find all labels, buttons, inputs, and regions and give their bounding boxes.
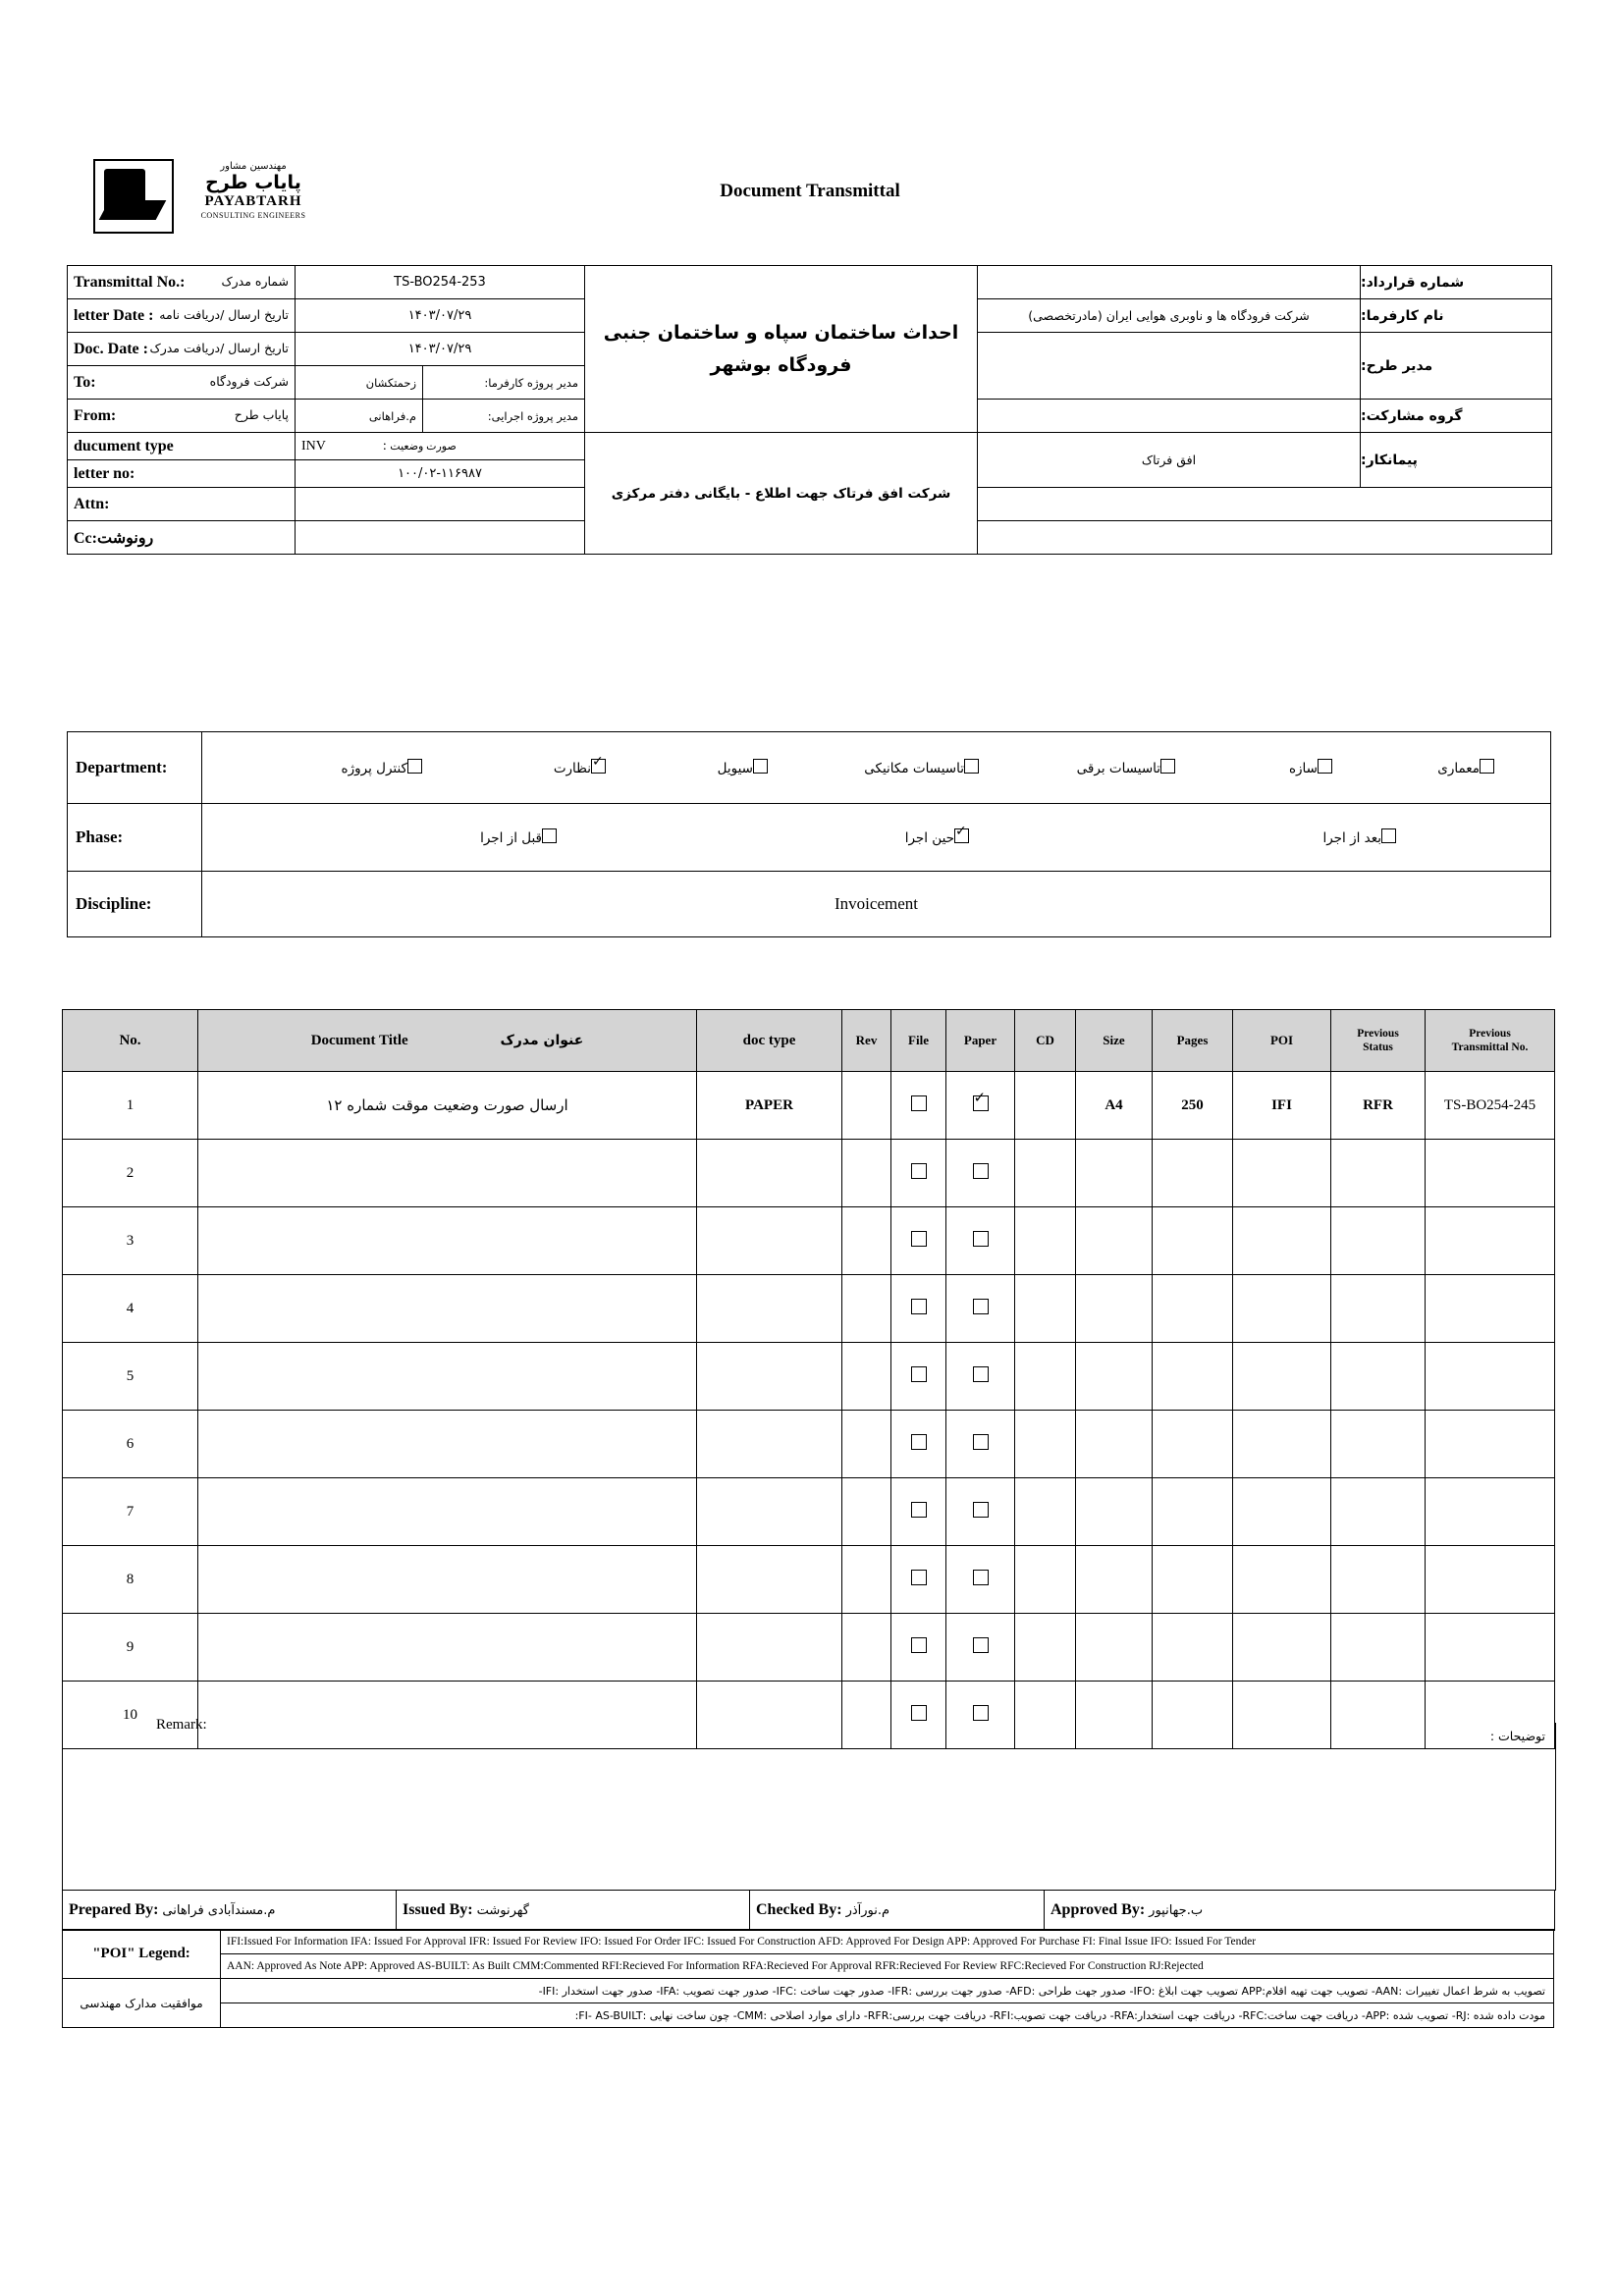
cell-rev — [842, 1275, 891, 1343]
cell-rev — [842, 1207, 891, 1275]
label-cc-text: Cc:رونوشت — [74, 529, 154, 547]
phase-label-during: حین اجرا — [904, 830, 954, 846]
cell-rev — [842, 1411, 891, 1478]
cell-previous-status — [1331, 1140, 1426, 1207]
cell-size — [1076, 1207, 1153, 1275]
cell-file[interactable] — [891, 1478, 946, 1546]
cell-doc-type — [697, 1614, 842, 1682]
checkbox-paper[interactable] — [973, 1434, 989, 1450]
cell-cd — [1015, 1546, 1076, 1614]
checkbox-phase-after[interactable] — [1381, 828, 1396, 843]
table-row — [63, 1343, 1555, 1411]
cell-pages: 250 — [1153, 1072, 1233, 1140]
checkbox-electrical[interactable] — [1160, 759, 1175, 774]
cell-pages — [1153, 1275, 1233, 1343]
cell-rev — [842, 1140, 891, 1207]
cell-title — [198, 1207, 697, 1275]
cell-paper[interactable] — [946, 1207, 1015, 1275]
cell-poi — [1233, 1275, 1331, 1343]
cell-size — [1076, 1614, 1153, 1682]
department-row — [68, 732, 1551, 804]
value-document-type — [296, 433, 585, 460]
label-executive-pm: مدیر پروژه اجرایی: — [423, 400, 585, 433]
col-previous-transmittal-l1: Previous — [1469, 1027, 1511, 1040]
value-attn — [296, 488, 585, 521]
dept-item-project-control[interactable] — [342, 759, 429, 776]
value-consortium — [978, 400, 1361, 433]
signature-checked-by-label: Checked By: — [756, 1901, 842, 1918]
cell-paper[interactable] — [946, 1072, 1015, 1140]
phase-row — [68, 804, 1551, 872]
legend-row-fa-1 — [63, 1979, 1554, 2003]
cell-previous-transmittal — [1426, 1411, 1555, 1478]
cc-note-cell — [585, 433, 978, 555]
signature-checked-by — [750, 1891, 1045, 1931]
company-logo — [93, 157, 339, 240]
cell-doc-type — [697, 1140, 842, 1207]
cell-title — [198, 1343, 697, 1411]
checkbox-file[interactable] — [911, 1434, 927, 1450]
remarks-label-fa: توضیحات : — [1489, 1729, 1545, 1743]
col-previous-status-l1: Previous — [1357, 1027, 1399, 1040]
signature-approved-by-label: Approved By: — [1050, 1901, 1146, 1918]
legend-row-fa-2 — [63, 2003, 1554, 2028]
cell-previous-transmittal — [1426, 1275, 1555, 1343]
col-previous-transmittal-l2: Transmittal No. — [1451, 1041, 1529, 1053]
checkbox-paper[interactable] — [973, 1095, 989, 1111]
remarks-label-en: Remark: — [156, 1717, 207, 1733]
cell-previous-status — [1331, 1275, 1426, 1343]
checkbox-paper[interactable] — [973, 1570, 989, 1585]
label-from — [68, 400, 296, 433]
info-row-transmittal-no — [68, 266, 1552, 299]
checkbox-phase-during[interactable] — [954, 828, 969, 843]
label-to — [68, 366, 296, 400]
label-letter-date-en: letter Date : — [74, 306, 154, 324]
col-poi: POI — [1233, 1010, 1331, 1072]
checkbox-file[interactable] — [911, 1299, 927, 1314]
cell-title — [198, 1140, 697, 1207]
col-no: No. — [63, 1010, 198, 1072]
label-transmittal-no-fa: شماره مدرک — [221, 273, 289, 289]
cell-rev — [842, 1614, 891, 1682]
col-doc-type: doc type — [697, 1010, 842, 1072]
phase-item-after[interactable] — [1322, 828, 1403, 846]
checkbox-supervision[interactable] — [591, 759, 606, 774]
cell-doc-type — [697, 1343, 842, 1411]
checkbox-paper[interactable] — [973, 1163, 989, 1179]
cell-previous-transmittal: TS-BO254-245 — [1426, 1072, 1555, 1140]
cell-previous-transmittal — [1426, 1207, 1555, 1275]
phase-item-before[interactable] — [480, 828, 564, 846]
checkbox-phase-before[interactable] — [542, 828, 557, 843]
checkbox-file[interactable] — [911, 1163, 927, 1179]
department-checkbox-group — [202, 732, 1551, 804]
value-doc-date: ۱۴۰۳/۰۷/۲۹ — [296, 333, 585, 366]
label-letter-date-fa: تاریخ ارسال /دریافت نامه — [159, 306, 289, 322]
right-filler-2 — [978, 521, 1552, 555]
label-cc — [68, 521, 296, 555]
cell-rev — [842, 1072, 891, 1140]
label-letter-date — [68, 299, 296, 333]
cell-no: 3 — [63, 1207, 198, 1275]
phase-checkbox-group — [202, 804, 1551, 872]
cell-no: 10 — [63, 1682, 198, 1749]
cell-pages — [1153, 1140, 1233, 1207]
signature-approved-by-name: ب.جهانپور — [1149, 1903, 1204, 1918]
cell-paper[interactable] — [946, 1343, 1015, 1411]
signature-prepared-by-name: م.مسندآبادی فراهانی — [162, 1903, 276, 1918]
legend-row-en-2 — [63, 1954, 1554, 1979]
label-employer-pm: مدیر پروژه کارفرما: — [423, 366, 585, 400]
checkbox-file[interactable] — [911, 1095, 927, 1111]
legend-fa-line-2: مودت داده شده :RJ- تصویب شده :APP- دریافت جهت ساخت:RFC- دریافت جهت استخدار:RFA- دریافت جهت تصویب:RFI- دریافت جهت بررسی:RFR- دارای موارد اصلاحی :CMM- چون ساخت نهایی :FI- AS-BUILT: — [221, 2003, 1554, 2028]
cell-no: 7 — [63, 1478, 198, 1546]
dept-label-mechanical: تاسیسات مکانیکی — [864, 761, 964, 776]
cell-pages — [1153, 1343, 1233, 1411]
logo-line-4: CONSULTING ENGINEERS — [200, 210, 306, 220]
signature-checked-by-name: م.نورآذر — [845, 1903, 890, 1918]
label-project-manager: مدیر طرح: — [1361, 333, 1552, 400]
cell-size — [1076, 1275, 1153, 1343]
cell-cd — [1015, 1343, 1076, 1411]
cell-no: 4 — [63, 1275, 198, 1343]
cell-doc-type: PAPER — [697, 1072, 842, 1140]
col-previous-status-l2: Status — [1363, 1041, 1393, 1053]
cell-title — [198, 1478, 697, 1546]
label-doc-date-en: Doc. Date : — [74, 340, 148, 357]
cell-previous-transmittal — [1426, 1546, 1555, 1614]
cell-size — [1076, 1411, 1153, 1478]
label-letter-no: letter no: — [68, 460, 296, 488]
table-row — [63, 1614, 1555, 1682]
legend-en-line-2: AAN: Approved As Note APP: Approved AS-BUILT: As Built CMM:Commented RFI:Recieved For Information RFA:Recieved For Approval RFR:Recieved For Review RFC:Recieved For Construction RJ:Rejected — [221, 1954, 1554, 1979]
cell-title — [198, 1275, 697, 1343]
info-row-doc-type — [68, 433, 1552, 460]
cell-file[interactable] — [891, 1140, 946, 1207]
signature-prepared-by-label: Prepared By: — [69, 1901, 159, 1918]
value-discipline: Invoicement — [202, 872, 1551, 937]
cell-poi — [1233, 1546, 1331, 1614]
checkbox-paper[interactable] — [973, 1705, 989, 1721]
cell-paper[interactable] — [946, 1478, 1015, 1546]
cell-doc-type — [697, 1411, 842, 1478]
label-to-en: To: — [74, 373, 96, 391]
cell-rev — [842, 1546, 891, 1614]
cell-poi — [1233, 1478, 1331, 1546]
value-transmittal-no: TS-BO254-253 — [296, 266, 585, 299]
cell-file[interactable] — [891, 1546, 946, 1614]
cell-poi: IFI — [1233, 1072, 1331, 1140]
cell-cd — [1015, 1478, 1076, 1546]
dept-label-supervision: نظارت — [553, 761, 591, 776]
value-contractor: افق فرتاک — [978, 433, 1361, 488]
checkbox-file[interactable] — [911, 1705, 927, 1721]
cell-size — [1076, 1140, 1153, 1207]
value-from-fa: پایاب طرح — [234, 406, 289, 422]
label-discipline: Discipline: — [68, 872, 202, 937]
cell-previous-transmittal — [1426, 1614, 1555, 1682]
table-row — [63, 1072, 1555, 1140]
checkbox-civil[interactable] — [753, 759, 768, 774]
cell-no: 8 — [63, 1546, 198, 1614]
dept-label-electrical: تاسیسات برقی — [1076, 761, 1160, 776]
checkbox-file[interactable] — [911, 1366, 927, 1382]
value-project-manager — [978, 333, 1361, 400]
logo-line-1: مهندسين مشاور — [220, 161, 287, 172]
logo-mark-icon — [93, 159, 174, 234]
col-cd: CD — [1015, 1010, 1076, 1072]
cell-size — [1076, 1343, 1153, 1411]
cell-poi — [1233, 1207, 1331, 1275]
checkbox-paper[interactable] — [973, 1637, 989, 1653]
value-from-person: م.فراهانی — [296, 400, 423, 433]
cell-previous-transmittal — [1426, 1478, 1555, 1546]
checkbox-file[interactable] — [911, 1570, 927, 1585]
cell-pages — [1153, 1478, 1233, 1546]
signature-row — [62, 1890, 1554, 1931]
value-cc — [296, 521, 585, 555]
table-row — [63, 1546, 1555, 1614]
signature-issued-by — [397, 1891, 750, 1931]
checkbox-file[interactable] — [911, 1231, 927, 1247]
col-pages: Pages — [1153, 1010, 1233, 1072]
dept-item-structure[interactable] — [1289, 759, 1339, 776]
cell-paper[interactable] — [946, 1546, 1015, 1614]
cell-no: 1 — [63, 1072, 198, 1140]
discipline-row — [68, 872, 1551, 937]
value-to-person: زحمتکشان — [296, 366, 423, 400]
cell-size — [1076, 1546, 1153, 1614]
cell-cd — [1015, 1072, 1076, 1140]
cell-cd — [1015, 1411, 1076, 1478]
label-from-en: From: — [74, 406, 117, 424]
col-previous-transmittal — [1426, 1010, 1555, 1072]
cell-poi — [1233, 1614, 1331, 1682]
label-transmittal-no — [68, 266, 296, 299]
cell-poi — [1233, 1411, 1331, 1478]
department-block — [67, 731, 1551, 937]
cell-paper[interactable] — [946, 1140, 1015, 1207]
cell-file[interactable] — [891, 1411, 946, 1478]
checkbox-file[interactable] — [911, 1637, 927, 1653]
dept-label-civil: سیویل — [717, 761, 753, 776]
label-contract-no: شماره قرارداد: — [1361, 266, 1552, 299]
cell-file[interactable] — [891, 1614, 946, 1682]
cell-doc-type — [697, 1546, 842, 1614]
cell-cd — [1015, 1207, 1076, 1275]
label-transmittal-no-en: Transmittal No.: — [74, 273, 186, 291]
cell-doc-type — [697, 1478, 842, 1546]
cc-note-text: شرکت افق فرتاک جهت اطلاع - بایگانی دفتر مرکزی — [611, 485, 951, 502]
cell-title — [198, 1411, 697, 1478]
value-letter-no: ۱۰۰/۰۲-۱۱۶۹۸۷ — [296, 460, 585, 488]
table-row — [63, 1207, 1555, 1275]
cell-previous-status — [1331, 1207, 1426, 1275]
project-title: احداث ساختمان سپاه و ساختمان جنبی فرودگاه بوشهر — [585, 266, 978, 433]
doc-type-fa: صورت وضعیت — [390, 440, 457, 453]
cell-file[interactable] — [891, 1343, 946, 1411]
label-employer: نام کارفرما: — [1361, 299, 1552, 333]
cell-previous-status — [1331, 1546, 1426, 1614]
label-phase: Phase: — [68, 804, 202, 872]
checkbox-project-control[interactable] — [407, 759, 422, 774]
dept-label-structure: سازه — [1288, 761, 1318, 776]
col-document-title-en: Document Title — [310, 1032, 408, 1048]
document-table — [62, 1009, 1554, 1749]
cell-paper[interactable] — [946, 1614, 1015, 1682]
dept-item-electrical[interactable] — [1077, 759, 1182, 776]
phase-item-during[interactable] — [905, 828, 976, 846]
cell-poi — [1233, 1140, 1331, 1207]
table-header-row — [63, 1010, 1555, 1072]
checkbox-file[interactable] — [911, 1502, 927, 1518]
cell-title — [198, 1614, 697, 1682]
dept-item-architecture[interactable] — [1437, 759, 1501, 776]
cell-file[interactable] — [891, 1275, 946, 1343]
logo-line-2: پایاب طرح — [205, 171, 301, 193]
cell-pages — [1153, 1411, 1233, 1478]
cell-paper[interactable] — [946, 1411, 1015, 1478]
cell-previous-transmittal — [1426, 1140, 1555, 1207]
table-row — [63, 1478, 1555, 1546]
page-title: Document Transmittal — [720, 181, 900, 201]
value-letter-date: ۱۴۰۳/۰۷/۲۹ — [296, 299, 585, 333]
page-header — [69, 157, 1551, 245]
value-contract-no — [978, 266, 1361, 299]
col-document-title-fa: عنوان مدرک — [500, 1032, 584, 1048]
checkbox-paper[interactable] — [973, 1299, 989, 1314]
signature-approved-by — [1045, 1891, 1555, 1931]
cell-no: 6 — [63, 1411, 198, 1478]
col-rev: Rev — [842, 1010, 891, 1072]
value-to-fa: شرکت فرودگاه — [209, 373, 289, 389]
cell-rev — [842, 1343, 891, 1411]
cell-cd — [1015, 1614, 1076, 1682]
cell-paper[interactable] — [946, 1275, 1015, 1343]
checkbox-mechanical[interactable] — [964, 759, 979, 774]
col-previous-status — [1331, 1010, 1426, 1072]
label-department: Department: — [68, 732, 202, 804]
label-document-type: ducument type — [68, 433, 296, 460]
cell-previous-transmittal — [1426, 1343, 1555, 1411]
table-row — [63, 1140, 1555, 1207]
phase-label-after: بعد از اجرا — [1322, 830, 1381, 846]
cell-no: 5 — [63, 1343, 198, 1411]
legend-row-en-1 — [63, 1930, 1554, 1954]
label-doc-date-fa: تاریخ ارسال /دریافت مدرک — [149, 340, 289, 355]
remarks-box — [62, 1717, 1556, 1891]
cell-poi — [1233, 1343, 1331, 1411]
signature-issued-by-name: گهرنوشت — [476, 1903, 529, 1918]
dept-item-mechanical[interactable] — [864, 759, 986, 776]
cell-file[interactable] — [891, 1072, 946, 1140]
cell-no: 9 — [63, 1614, 198, 1682]
dept-item-civil[interactable] — [718, 759, 775, 776]
cell-pages — [1153, 1546, 1233, 1614]
label-consortium: گروه مشارکت: — [1361, 400, 1552, 433]
cell-title — [198, 1546, 697, 1614]
doc-type-colon: : — [382, 438, 387, 454]
signature-cells — [63, 1891, 1555, 1931]
transmittal-info-block — [67, 265, 1551, 555]
cell-size: A4 — [1076, 1072, 1153, 1140]
cell-previous-status — [1331, 1343, 1426, 1411]
cell-doc-type — [697, 1207, 842, 1275]
cell-no: 2 — [63, 1140, 198, 1207]
col-file: File — [891, 1010, 946, 1072]
col-paper: Paper — [946, 1010, 1015, 1072]
cell-previous-status — [1331, 1411, 1426, 1478]
doc-type-code: INV — [301, 438, 326, 454]
dept-item-supervision[interactable] — [554, 759, 613, 776]
checkbox-paper[interactable] — [973, 1502, 989, 1518]
table-row — [63, 1275, 1555, 1343]
checkbox-structure[interactable] — [1318, 759, 1332, 774]
logo-text — [180, 161, 327, 220]
cell-pages — [1153, 1614, 1233, 1682]
legend-side-note: موافقیت مدارک مهندسی — [63, 1979, 221, 2028]
cell-previous-status — [1331, 1614, 1426, 1682]
table-row — [63, 1411, 1555, 1478]
phase-label-before: قبل از اجرا — [480, 830, 542, 846]
checkbox-architecture[interactable] — [1480, 759, 1494, 774]
dept-label-architecture: معماری — [1437, 761, 1480, 776]
cell-cd — [1015, 1275, 1076, 1343]
checkbox-paper[interactable] — [973, 1366, 989, 1382]
checkbox-paper[interactable] — [973, 1231, 989, 1247]
cell-doc-type — [697, 1275, 842, 1343]
cell-pages — [1153, 1207, 1233, 1275]
poi-legend — [62, 1929, 1554, 2028]
cell-previous-status: RFR — [1331, 1072, 1426, 1140]
logo-line-3: PAYABTARH — [204, 193, 302, 210]
cell-size — [1076, 1478, 1153, 1546]
signature-issued-by-label: Issued By: — [403, 1901, 473, 1918]
value-employer: شرکت فرودگاه ها و ناوبری هوایی ایران (مادرتخصصی) — [978, 299, 1361, 333]
label-doc-date — [68, 333, 296, 366]
legend-en-line-1: IFI:Issued For Information IFA: Issued For Approval IFR: Issued For Review IFO: Issued For Order IFC: Issued For Construction AFD: Approved For Design APP: Approved For Purchase FI: Final Issue IFO: Issued For Tender — [221, 1930, 1554, 1954]
dept-label-project-control: کنترل پروژه — [341, 761, 407, 776]
label-contractor: پیمانکار: — [1361, 433, 1552, 488]
label-attn: Attn: — [68, 488, 296, 521]
legend-label: "POI" Legend: — [63, 1930, 221, 1979]
signature-prepared-by — [63, 1891, 397, 1931]
cell-previous-status — [1331, 1478, 1426, 1546]
col-document-title — [198, 1010, 697, 1072]
cell-cd — [1015, 1140, 1076, 1207]
right-filler-1 — [978, 488, 1552, 521]
legend-fa-line-1: تصویب به شرط اعمال تغییرات :AAN- تصویب جهت تهیه اقلام:APP تصویب جهت ابلاغ :IFO- صدور جهت طراحی :AFD- صدور جهت بررسی :IFR- صدور جهت ساخت :IFC- صدور جهت تصویب :IFA- صدور جهت استخدار :IFI- — [221, 1979, 1554, 2003]
cell-file[interactable] — [891, 1207, 946, 1275]
col-size: Size — [1076, 1010, 1153, 1072]
cell-title: ارسال صورت وضعیت موقت شماره ۱۲ — [198, 1072, 697, 1140]
cell-rev — [842, 1478, 891, 1546]
